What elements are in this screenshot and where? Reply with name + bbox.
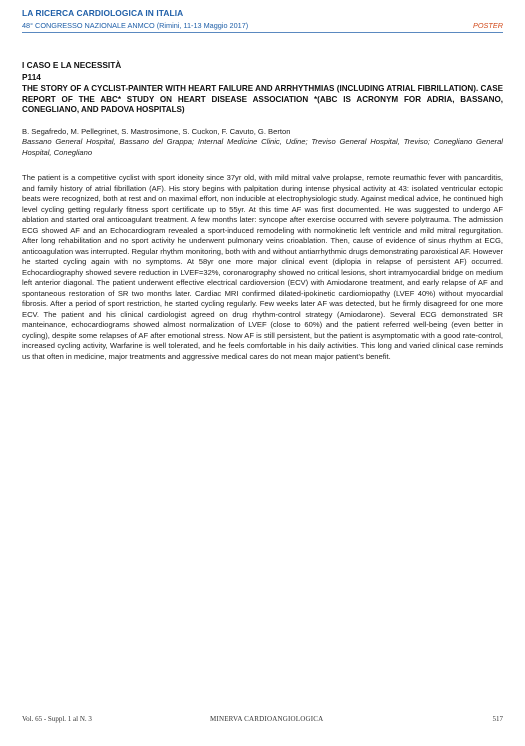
article-title: THE STORY OF A CYCLIST-PAINTER WITH HEART FAILURE AND ARRHYTHMIAS (INCLUDING ATRIAL FIBRILLATION). CASE REPORT OF THE ABC* STUDY ON HEART DISEASE ASSOCIATION *(ABC IS ACRONYM FOR ADRIA, BASSANO, CONEGLIANO, AND PADOVA HOSPITALS) — [22, 84, 503, 115]
poster-code: P114 — [22, 72, 41, 82]
authors-line: B. Segafredo, M. Pellegrinet, S. Mastrosimone, S. Cuckon, F. Cavuto, G. Berton — [22, 127, 291, 136]
affiliations-line: Bassano General Hospital, Bassano del Grappa; Internal Medicine Clinic, Udine; Treviso General Hospital, Treviso; Conegliano General Hospital, Conegliano — [22, 137, 503, 157]
journal-header-title: LA RICERCA CARDIOLOGICA IN ITALIA — [22, 8, 184, 18]
footer-page-number: 517 — [492, 715, 503, 723]
footer-journal-name: MINERVA CARDIOANGIOLOGICA — [210, 715, 324, 723]
footer-volume: Vol. 65 - Suppl. 1 al N. 3 — [22, 715, 92, 723]
congress-line — [22, 21, 503, 30]
poster-tag: POSTER — [472, 21, 503, 30]
section-heading: I CASO E LA NECESSITÀ — [22, 60, 122, 70]
abstract-body: The patient is a competitive cyclist with sport idoneity since 37yr old, with mild mitral valve prolapse, remote reumathic fever with pancarditis, and family history of atrial fibrillation (AF). His story begins with palpitation during intense physical activity at 43: isolated ventricular ectopic beats were recognized, both at rest and on maximal effort, non inducible at electrophysiologic study. Against medical advice, he continued high level cycling getting regularly fitness sport certificate up to 55yr. At this time AF was first documented. He was suggested to undergo AF ablation and started oral anticoagulant treatment. A few months later: syncope after exercise occurred with severe polytrauma. The admission ECG showed AF and an Echocardiogram revealed a sport-induced remodeling with normokinetic left ventricle and mild mitral regurgitation. After long rehabilitation and no sport activity he underwent pulmonary veins crioablation. Then, cause of evidence of sinus rhythm at ECG, anticoagulation was interrupted. Regular rhythm monitoring, both with and without antiarrhythmic drugs demonstrating paroxistical AF. However he started cycling again with no symptoms. At 58yr one more major clinical event (diplopia in relapse of persistent AF) occurred. Echocardiography showed severe reduction in LVEF=32%, coronarography showed no critical lesions, short intramyocardial bridge on medium left anterior diagonal. The patient underwent effective electrical cardioversion (ECV) with Amiodarone treatment, and early relapse of AF and spontaneous restoration of SR two months later. Cardiac MRI confirmed dilated-ipokinetic cardiomiopathy (LVEF 40%) without myocardial fibrosis. After a period of sport restriction, he started cycling regularly. Few weeks later AF was detected, but he firmly disagreed for one more ECV. The patient and his clinical cardiologist agreed on drug rhythm-control strategy (Amiodarone). Several ECG demonstrated SR manteinance, echocardiograms showed almost normalization of LVEF (close to 60%) and the patient referred well-being (even better in cycling), despite some relapses of AF after emotional stress. Now AF is still persistent, but the patient is asymptomatic with a good rate-control, increased cycling activity, Warfarine is well tolerated, and he feels comfortable in his daily activities. This long and varied clinical case reminds us that often in medicine, major treatments and aggressive medical cares do not mean major patient’s benefit. — [22, 173, 503, 361]
header-divider — [22, 32, 503, 33]
congress-name: 48° CONGRESSO NAZIONALE ANMCO (Rimini, 11-13 Maggio 2017) — [22, 21, 249, 30]
